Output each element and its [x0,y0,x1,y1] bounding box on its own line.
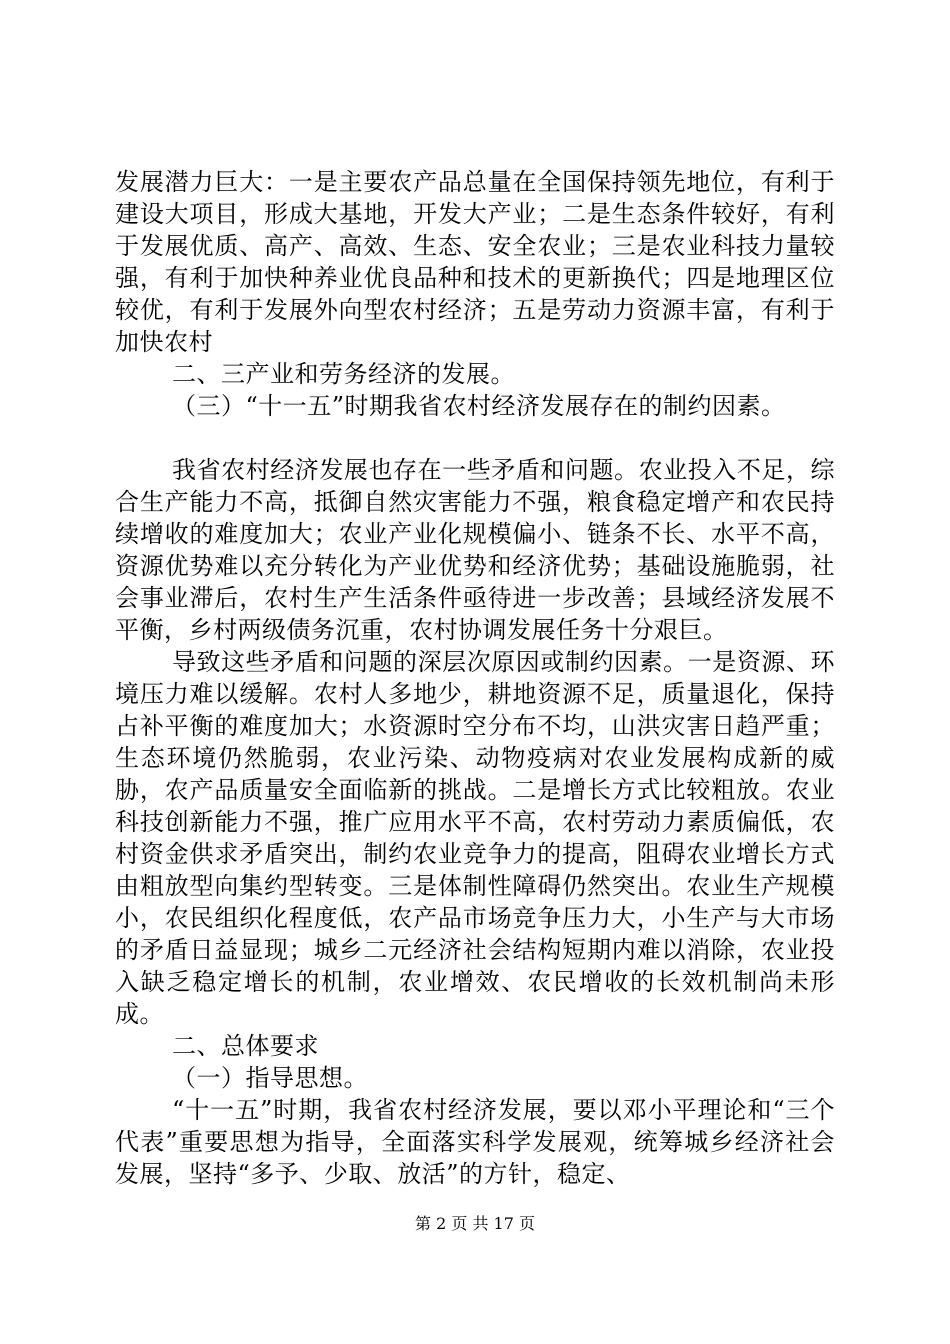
paragraph-advantages: 发展潜力巨大：一是主要农产品总量在全国保持领先地位，有利于建设大项目，形成大基地，开发大产业；二是生态条件较好，有利于发展优质、高产、高效、生态、安全农业；三是农业科技力量较强，有利于加快种养业优良品种和技术的更新换代；四是地理区位较优，有利于发展外向型农村经济；五是劳动力资源丰富，有利于加快农村 [115,168,835,356]
paragraph-industry-development: 二、三产业和劳务经济的发展。 [172,360,515,388]
section-heading-guiding-ideology: （一）指导思想。 [172,1064,368,1092]
section-heading-requirements: 二、总体要求 [172,1032,319,1060]
paragraph-guiding-ideology: “十一五”时期，我省农村经济发展，要以邓小平理论和“三个代表”重要思想为指导，全面落实科学发展观，统筹城乡经济社会发展，坚持“多予、少取、放活”的方针，稳定、 [115,1096,835,1188]
section-heading-constraints: （三）“十一五”时期我省农村经济发展存在的制约因素。 [172,392,786,420]
paragraph-problems: 我省农村经济发展也存在一些矛盾和问题。农业投入不足，综合生产能力不高，抵御自然灾害能力不强，粮食稳定增产和农民持续增收的难度加大；农业产业化规模偏小、链条不长、水平不高，资源优势难以充分转化为产业优势和经济优势；基础设施脆弱，社会事业滞后，农村生产生活条件亟待进一步改善；县域经济发展不平衡，乡村两级债务沉重，农村协调发展任务十分艰巨。 [115,456,835,644]
page-number-footer: 第 2 页 共 17 页 [415,1214,535,1233]
paragraph-root-causes: 导致这些矛盾和问题的深层次原因或制约因素。一是资源、环境压力难以缓解。农村人多地少，耕地资源不足，质量退化，保持占补平衡的难度加大；水资源时空分布不均，山洪灾害日趋严重；生态环境仍然脆弱，农业污染、动物疫病对农业发展构成新的威胁，农产品质量安全面临新的挑战。二是增长方式比较粗放。农业科技创新能力不强，推广应用水平不高，农村劳动力素质偏低，农村资金供求矛盾突出，制约农业竞争力的提高，阻碍农业增长方式由粗放型向集约型转变。三是体制性障碍仍然突出。农业生产规模小，农民组织化程度低，农产品市场竞争压力大，小生产与大市场的矛盾日益显现；城乡二元经济社会结构短期内难以消除，农业投入缺乏稳定增长的机制，农业增效、农民增收的长效机制尚未形成。 [115,648,835,1028]
paragraph-gap [115,422,835,454]
document-body [115,166,835,1190]
